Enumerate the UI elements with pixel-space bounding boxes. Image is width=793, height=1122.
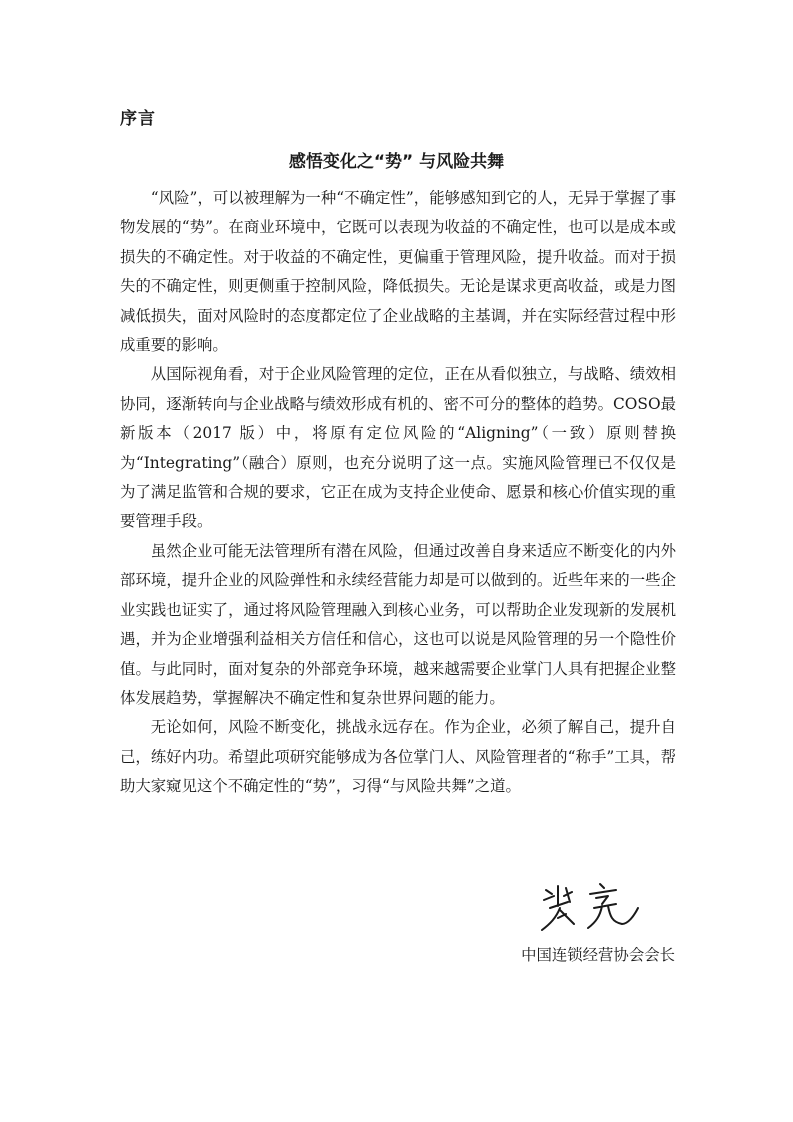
- section-title: 序言: [120, 109, 156, 129]
- paragraph: 从国际视角看，对于企业风险管理的定位，正在从看似独立，与战略、绩效相协同，逐渐转向与企业战略与绩效形成有机的、密不可分的整体的趋势。COSO最新版本（2017 版）中，将原有定位风险的“Aligning”（一致）原则替换为“Integrating”（融合）原则，也充分说明了这一点。实施风险管理已不仅仅是为了满足监管和合规的要求，它正在成为支持企业使命、愿景和核心价值实现的重要管理手段。: [120, 365, 676, 531]
- signature-organization: 中国连锁经营协会会长: [521, 946, 675, 964]
- signature-image: [538, 880, 648, 932]
- body-text: [120, 184, 676, 802]
- paragraph: “风险”，可以被理解为一种“不确定性”，能够感知到它的人，无异于掌握了事物发展的“势”。在商业环境中，它既可以表现为收益的不确定性，也可以是成本或损失的不确定性。对于收益的不确定性，更偏重于管理风险，提升收益。而对于损失的不确定性，则更侧重于控制风险，降低损失。无论是谋求更高收益，或是力图减低损失，面对风险时的态度都定位了企业战略的主基调，并在实际经营过程中形成重要的影响。: [120, 189, 676, 355]
- page-title: 感悟变化之“势” 与风险共舞: [288, 152, 505, 172]
- paragraph: 无论如何，风险不断变化，挑战永远存在。作为企业，必须了解自己，提升自己，练好内功。希望此项研究能够成为各位掌门人、风险管理者的“称手”工具，帮助大家窥见这个不确定性的“势”，习得“与风险共舞”之道。: [120, 718, 676, 796]
- paragraph: 虽然企业可能无法管理所有潜在风险，但通过改善自身来适应不断变化的内外部环境，提升企业的风险弹性和永续经营能力却是可以做到的。近些年来的一些企业实践也证实了，通过将风险管理融入到核心业务，可以帮助企业发现新的发展机遇，并为企业增强利益相关方信任和信心，这也可以说是风险管理的另一个隐性价值。与此同时，面对复杂的外部竞争环境，越来越需要企业掌门人具有把握企业整体发展趋势，掌握解决不确定性和复杂世界问题的能力。: [120, 541, 676, 707]
- handwritten-signature: [538, 880, 648, 932]
